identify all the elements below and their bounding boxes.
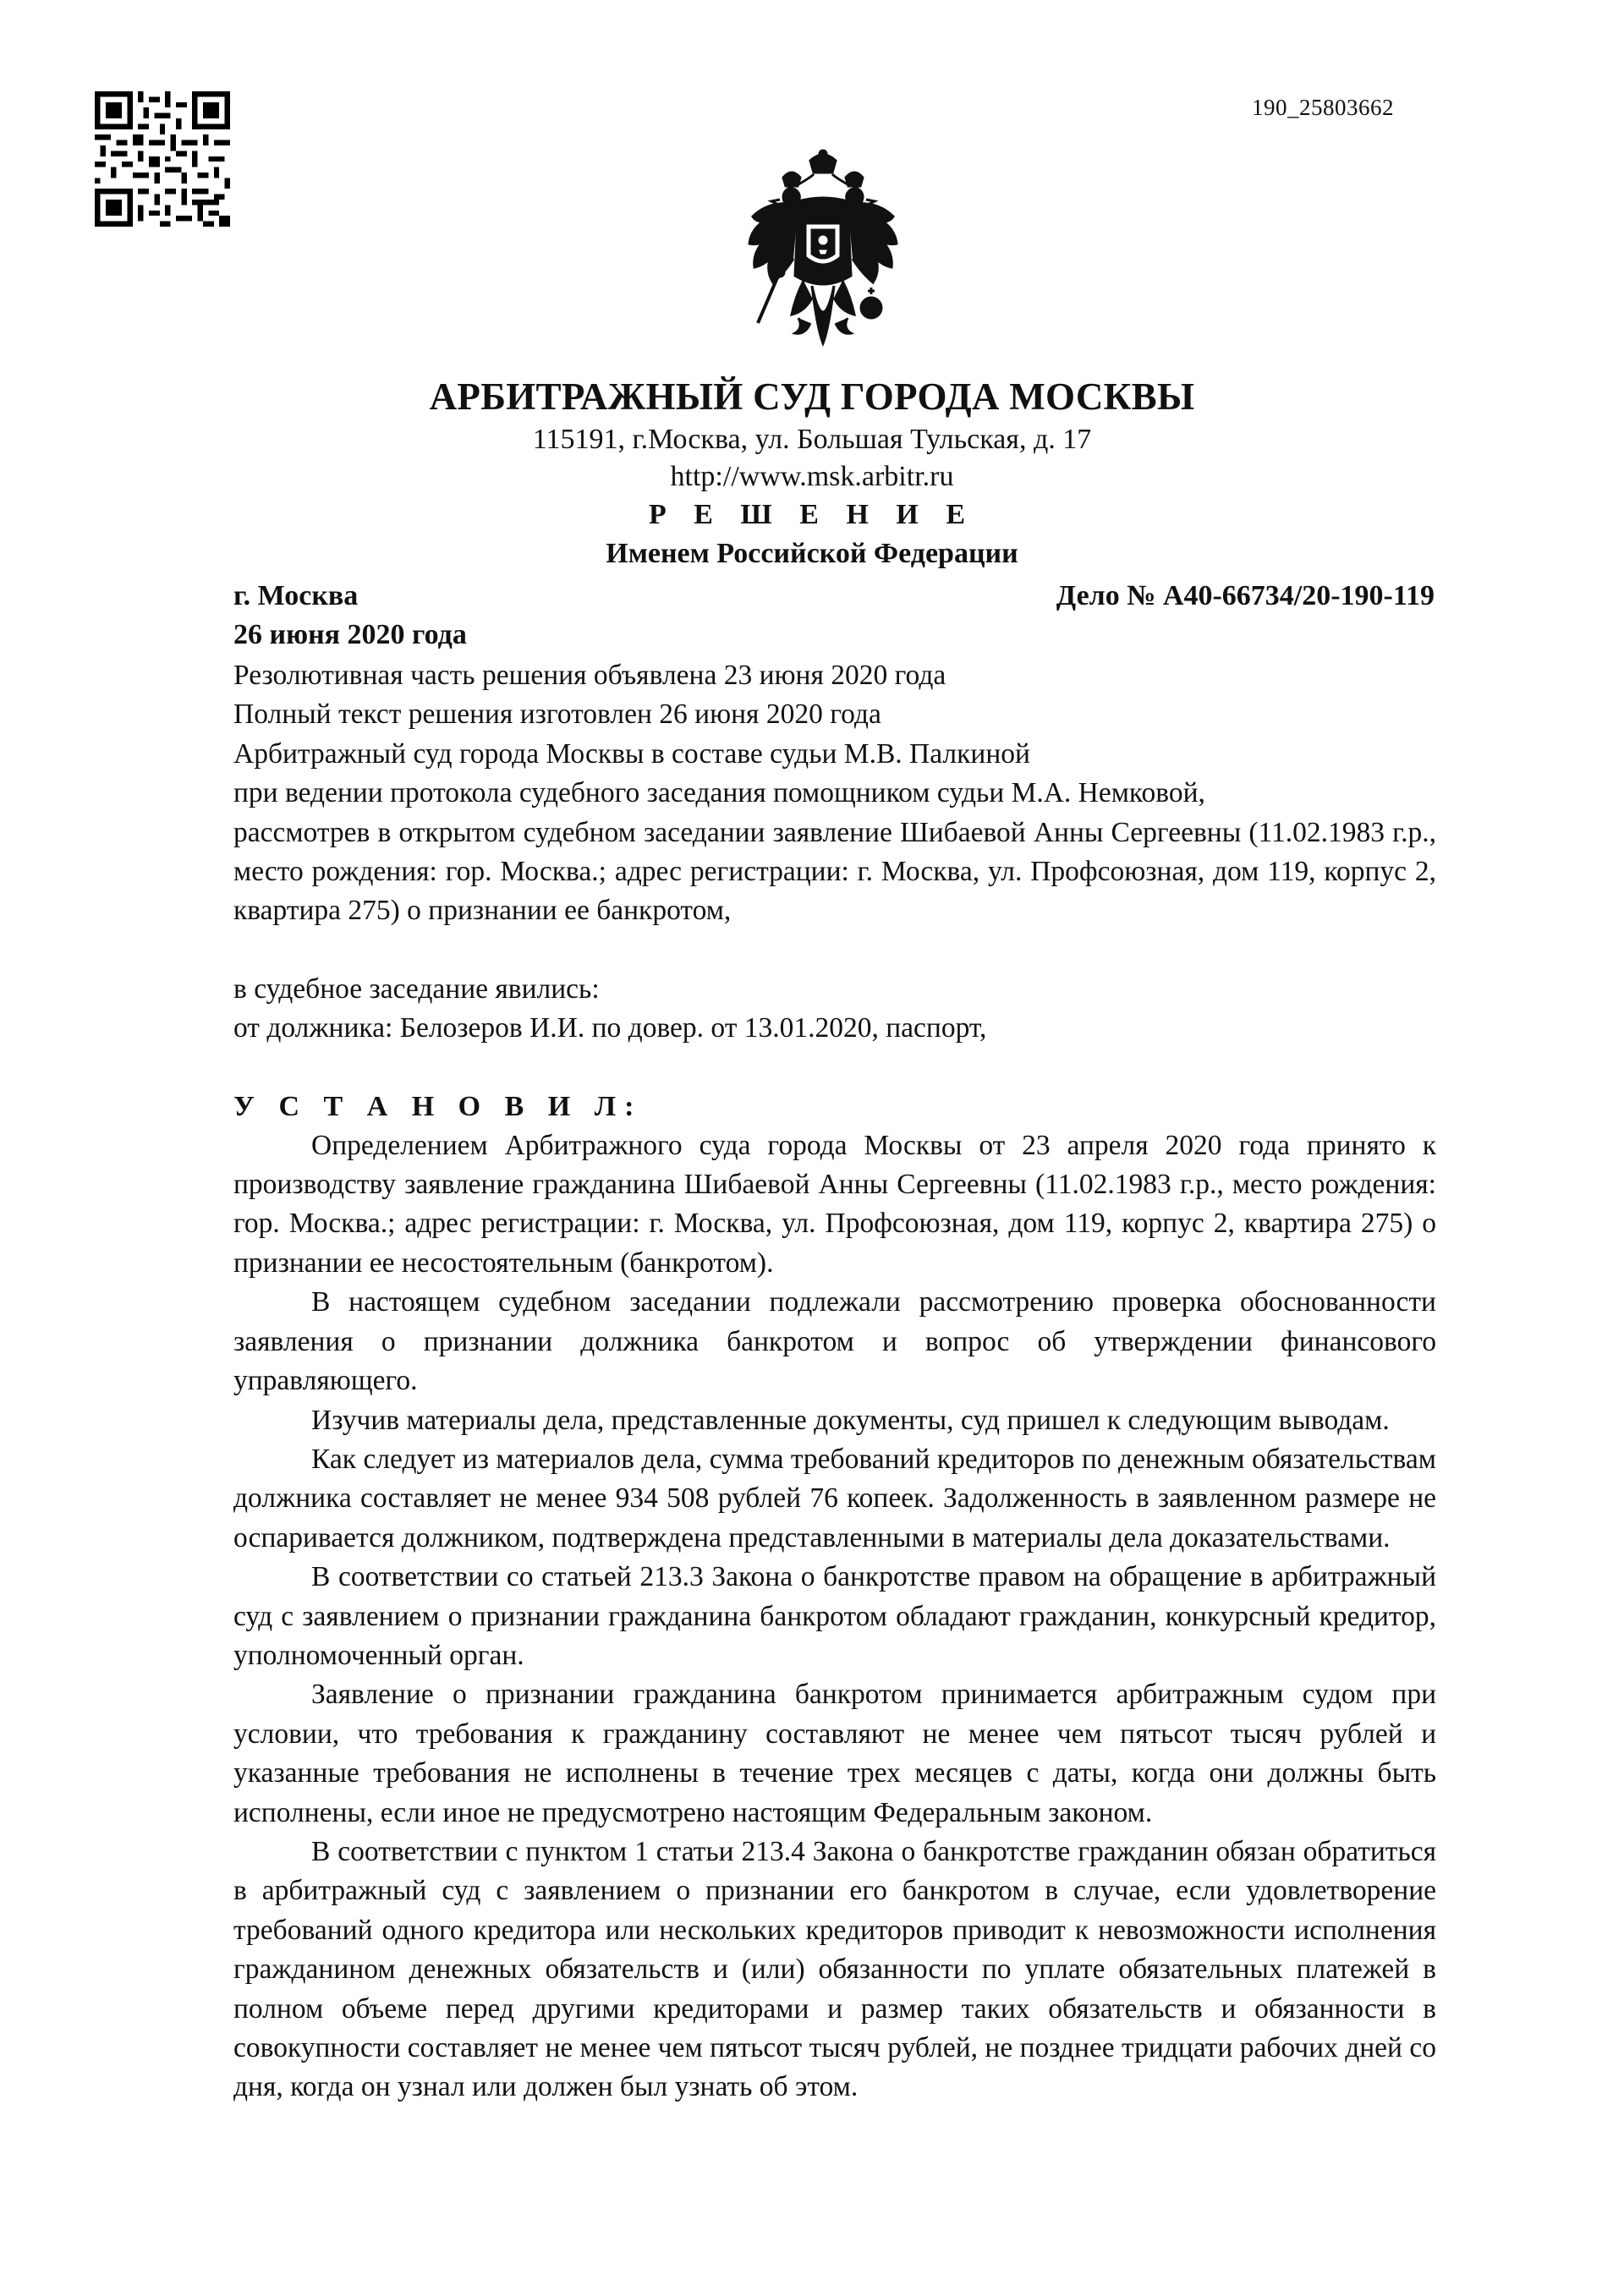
document-body — [233, 656, 1436, 2107]
case-number: Дело № А40-66734/20-190-119 — [1056, 580, 1435, 611]
attendance-line: от должника: Белозеров И.И. по довер. от 13.01.2020, паспорт, — [233, 1012, 987, 1044]
document-header — [0, 372, 1624, 573]
in-name-of: Именем Российской Федерации — [606, 538, 1018, 569]
body-paragraph: Как следует из материалов дела, сумма требований кредиторов по денежным обязательствам должника составляет не менее 934 508 рублей 76 копеек. Задолженность в заявленном размере не оспаривается должником, подтверждена представленными в материалы дела доказательствами. — [233, 1443, 1436, 1553]
body-paragraph: В соответствии с пунктом 1 статьи 213.4 Закона о банкротстве гражданин обязан обратиться в арбитражный суд с заявлением о признании его банкротом в случае, если удовлетворение требований одного кредитора или нескольких кредиторов приводит к невозможности исполнения гражданином денежных обязательств и (или) обязанности по уплате обязательных платежей в полном объеме перед другими кредиторами и размер таких обязательств и обязанности в совокупности составляет не менее чем пятьсот тысяч рублей, не позднее тридцати рабочих дней со дня, когда он узнал или должен был узнать об этом. — [233, 1835, 1436, 2103]
city: г. Москва — [233, 580, 359, 611]
established-heading: У С Т А Н О В И Л: — [233, 1090, 643, 1122]
consideration-paragraph: рассмотрев в открытом судебном заседании заявление Шибаевой Анны Сергеевны (11.02.1983 г.р., место рождения: гор. Москва.; адрес регистрации: г. Москва, ул. Профсоюзная, дом 119, корпус 2, квартира 275) о признании ее банкротом, — [233, 816, 1436, 927]
court-address: 115191, г.Москва, ул. Большая Тульская, д. 17 — [532, 424, 1092, 455]
court-website: http://www.msk.arbitr.ru — [670, 461, 954, 492]
body-paragraph: В настоящем судебном заседании подлежали рассмотрению проверка обоснованности заявления о признании должника банкротом и вопрос об утверждении финансового управляющего. — [233, 1286, 1436, 1397]
intro-line: Резолютивная часть решения объявлена 23 июня 2020 года — [233, 660, 946, 691]
qr-code-icon — [95, 91, 230, 227]
attendance-line: в судебное заседание явились: — [233, 973, 600, 1005]
decision-title: Р Е Ш Е Н И Е — [648, 499, 976, 530]
body-paragraph: Заявление о признании гражданина банкротом принимается арбитражным судом при условии, что требования к гражданину составляют не менее чем пятьсот тысяч рублей и указанные требования не исполнены в течение трех месяцев с даты, когда они должны быть исполнены, если иное не предусмотрено настоящим Федеральным законом. — [233, 1679, 1436, 1828]
body-paragraph: Определением Арбитражного суда города Москвы от 23 апреля 2020 года принято к производству заявление гражданина Шибаевой Анны Сергеевны (11.02.1983 г.р., место рождения: гор. Москва.; адрес регистрации: г. Москва, ул. Профсоюзная, дом 119, корпус 2, квартира 275) о признании ее несостоятельным (банкротом). — [233, 1129, 1436, 1279]
intro-line: Полный текст решения изготовлен 26 июня 2020 года — [233, 699, 881, 731]
russian-coat-of-arms-icon — [744, 149, 902, 352]
intro-line: Арбитражный суд города Москвы в составе судьи М.В. Палкиной — [233, 737, 1030, 770]
body-paragraph: В соответствии со статьей 213.3 Закона о банкротстве правом на обращение в арбитражный суд с заявлением о признании гражданина банкротом обладают гражданин, конкурсный кредитор, уполномоченный орган. — [233, 1561, 1436, 1671]
document-id: 190_25803662 — [1252, 95, 1394, 120]
case-meta-row — [233, 577, 1435, 616]
court-name: АРБИТРАЖНЫЙ СУД ГОРОДА МОСКВЫ — [429, 375, 1195, 418]
body-paragraph: Изучив материалы дела, представленные документы, суд пришел к следующим выводам. — [311, 1404, 1390, 1436]
intro-line: при ведении протокола судебного заседания помощником судьи М.А. Немковой, — [233, 777, 1205, 809]
decision-date: 26 июня 2020 года — [233, 619, 467, 650]
